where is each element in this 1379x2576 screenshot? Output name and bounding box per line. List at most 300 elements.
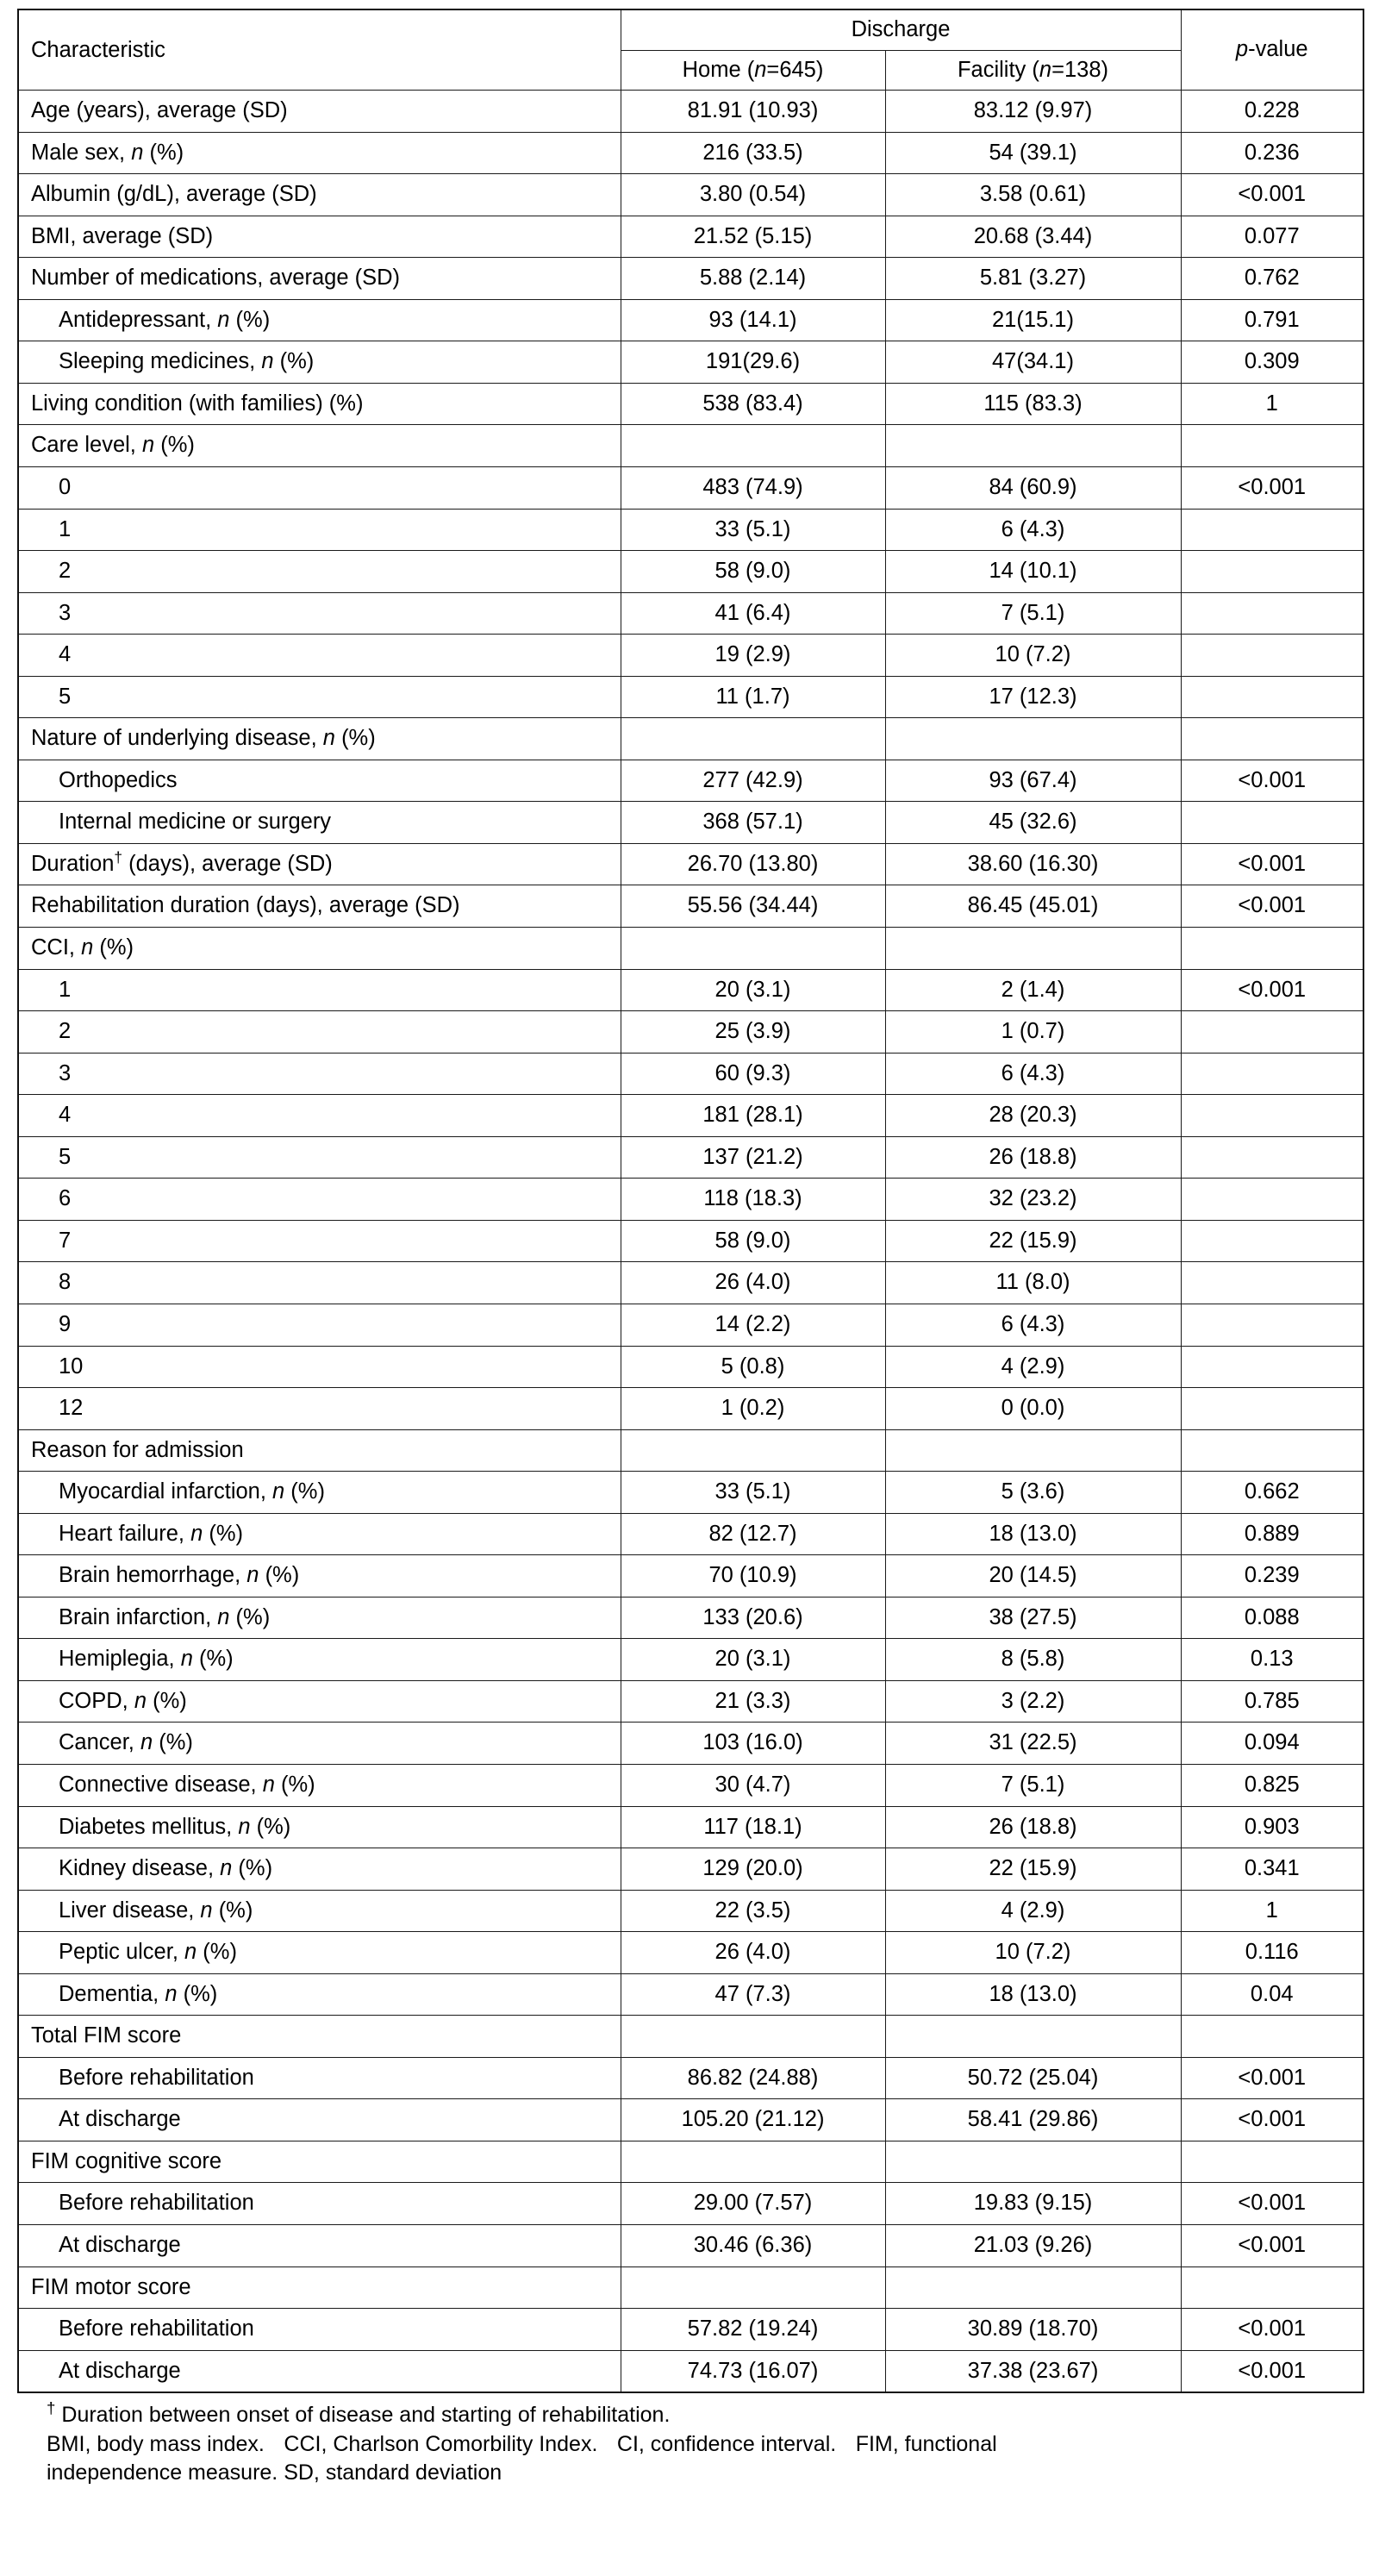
row-value-home: 70 (10.9) <box>708 1563 797 1588</box>
row-label: 3 <box>59 600 72 625</box>
home-text: Home ( <box>682 57 755 82</box>
row-value-pvalue-cell <box>1181 1011 1363 1054</box>
row-value-home: 47 (7.3) <box>714 1981 791 2006</box>
row-value-home-cell <box>621 2267 885 2309</box>
table-row <box>18 341 1363 384</box>
row-value-facility <box>886 2279 1181 2296</box>
row-value-pvalue-cell <box>1181 1890 1363 1932</box>
row-value-home: 26.70 (13.80) <box>687 851 819 876</box>
row-value-facility-cell <box>885 2183 1181 2225</box>
footnote-line-3: independence measure. SD, standard deviation <box>47 2460 502 2485</box>
row-value-home: 93 (14.1) <box>708 307 797 332</box>
row-value-facility-cell <box>885 2224 1181 2267</box>
table-row <box>18 2183 1363 2225</box>
row-label-cell <box>18 676 621 718</box>
row-value-facility-cell <box>885 383 1181 425</box>
row-label <box>19 1639 621 1680</box>
row-label-cell <box>18 885 621 928</box>
row-label-cell <box>18 592 621 635</box>
table-row <box>18 1513 1363 1555</box>
row-value-pvalue: 0.889 <box>1244 1521 1300 1546</box>
row-value-home: 105.20 (21.12) <box>681 2107 825 2132</box>
row-value-pvalue-cell <box>1181 1179 1363 1221</box>
row-value-facility: 1 (0.7) <box>1001 1019 1065 1044</box>
row-value-facility: 37.38 (23.67) <box>967 2358 1099 2383</box>
row-value-facility: 18 (13.0) <box>989 1521 1077 1546</box>
row-value-facility: 11 (8.0) <box>995 1270 1070 1295</box>
row-value-home-cell <box>621 1932 885 1974</box>
row-label-suffix: (%) <box>203 1521 243 1546</box>
row-label-text: Kidney disease, <box>59 1856 221 1881</box>
row-value-home-cell <box>621 2057 885 2099</box>
row-value-pvalue <box>1182 1191 1363 1208</box>
row-value-home: 58 (9.0) <box>714 1228 791 1253</box>
row-value-facility-cell <box>885 91 1181 133</box>
row-label: Number of medications, average (SD) <box>31 266 401 291</box>
row-value-pvalue: 0.791 <box>1244 307 1300 332</box>
row-value-home-cell <box>621 1513 885 1555</box>
row-value-facility <box>886 1442 1181 1459</box>
row-value-home <box>621 940 885 956</box>
row-value-pvalue: 0.228 <box>1244 98 1300 123</box>
row-value-pvalue-cell <box>1181 2099 1363 2141</box>
row-value-facility-cell <box>885 467 1181 510</box>
row-value-pvalue-cell <box>1181 2224 1363 2267</box>
row-value-pvalue: 0.04 <box>1250 1981 1294 2006</box>
footnote-ci: CI, confidence interval. <box>616 2431 837 2456</box>
row-value-pvalue-cell <box>1181 2350 1363 2392</box>
row-label-cell <box>18 1429 621 1472</box>
row-label: 3 <box>59 1060 72 1085</box>
row-label <box>19 1681 621 1723</box>
row-value-home: 538 (83.4) <box>702 391 803 416</box>
table-row <box>18 635 1363 677</box>
row-value-home: 74.73 (16.07) <box>687 2358 819 2383</box>
row-label-cell <box>18 1890 621 1932</box>
row-value-facility-cell <box>885 1262 1181 1304</box>
row-value-home: 21.52 (5.15) <box>693 223 813 248</box>
row-label: 10 <box>59 1354 84 1379</box>
table-row <box>18 928 1363 970</box>
row-value-home: 82 (12.7) <box>708 1521 797 1546</box>
row-value-home-cell <box>621 592 885 635</box>
row-value-pvalue: 0.762 <box>1244 266 1300 291</box>
row-value-pvalue-cell <box>1181 216 1363 258</box>
row-value-pvalue-cell <box>1181 383 1363 425</box>
row-label-cell <box>18 1262 621 1304</box>
row-label <box>19 1932 621 1973</box>
row-value-facility-cell <box>885 928 1181 970</box>
table-row <box>18 592 1363 635</box>
row-value-home-cell <box>621 2099 885 2141</box>
row-label: FIM motor score <box>31 2274 191 2299</box>
row-value-pvalue: <0.001 <box>1238 767 1307 792</box>
baseline-characteristics-table <box>17 9 1364 2393</box>
table-row <box>18 216 1363 258</box>
row-value-pvalue-cell <box>1181 509 1363 551</box>
row-label-cell <box>18 2141 621 2183</box>
row-label-cell <box>18 383 621 425</box>
row-value-facility: 84 (60.9) <box>989 475 1077 500</box>
row-label: Before rehabilitation <box>59 2065 254 2090</box>
row-value-facility-cell <box>885 1932 1181 1974</box>
row-label-text: Connective disease, <box>59 1772 263 1797</box>
dagger-superscript: † <box>114 848 123 866</box>
row-value-home: 103 (16.0) <box>702 1730 803 1755</box>
table-row <box>18 1346 1363 1388</box>
row-label: 8 <box>59 1270 72 1295</box>
row-value-facility <box>886 940 1181 956</box>
row-value-home-cell <box>621 1555 885 1597</box>
table-row <box>18 1848 1363 1891</box>
row-value-home: 1 (0.2) <box>721 1396 785 1421</box>
row-value-home-cell <box>621 1848 885 1891</box>
row-value-facility: 31 (22.5) <box>989 1730 1077 1755</box>
facility-count: =138) <box>1051 57 1109 82</box>
row-value-facility-cell <box>885 676 1181 718</box>
row-label-italic-n: n <box>238 1814 251 1839</box>
row-label-cell <box>18 258 621 300</box>
row-value-home: 33 (5.1) <box>714 516 791 541</box>
row-label <box>19 844 621 885</box>
row-value-home-cell <box>621 2141 885 2183</box>
row-value-facility-cell <box>885 1472 1181 1514</box>
row-value-home-cell <box>621 1346 885 1388</box>
row-label <box>19 1891 621 1932</box>
row-label-cell <box>18 1472 621 1514</box>
row-label-italic-n: n <box>322 726 335 751</box>
pvalue-rest: -value <box>1248 37 1308 62</box>
row-label <box>19 1514 621 1555</box>
row-label: 0 <box>59 475 72 500</box>
row-label-text: Heart failure, <box>59 1521 191 1546</box>
table-row <box>18 509 1363 551</box>
row-label-text: Brain infarction, <box>59 1604 218 1629</box>
table-row <box>18 2057 1363 2099</box>
row-value-facility-cell <box>885 1304 1181 1346</box>
row-value-home-cell <box>621 1262 885 1304</box>
row-label: Internal medicine or surgery <box>59 810 332 835</box>
row-value-pvalue <box>1182 1359 1363 1375</box>
row-label-cell <box>18 843 621 885</box>
facility-text: Facility ( <box>957 57 1039 82</box>
table-row <box>18 551 1363 593</box>
row-value-pvalue-cell <box>1181 885 1363 928</box>
row-label-suffix: (%) <box>259 1563 300 1588</box>
row-label-text: Liver disease, <box>59 1898 201 1923</box>
row-label-italic-n: n <box>217 1604 230 1629</box>
footnote-duration-note: Duration between onset of disease and starting of rehabilitation. <box>55 2403 671 2428</box>
row-label-cell <box>18 2224 621 2267</box>
row-value-pvalue-cell <box>1181 1136 1363 1179</box>
row-label-cell <box>18 2099 621 2141</box>
row-value-pvalue: 0.662 <box>1244 1479 1300 1504</box>
row-value-pvalue-cell <box>1181 1262 1363 1304</box>
row-value-home: 33 (5.1) <box>714 1479 791 1504</box>
row-value-pvalue <box>1182 563 1363 579</box>
row-label-text: Nature of underlying disease, <box>31 726 323 751</box>
row-value-home-cell <box>621 676 885 718</box>
table-row <box>18 1053 1363 1095</box>
row-label-suffix: (%) <box>232 1856 273 1881</box>
table-row <box>18 760 1363 802</box>
row-value-home-cell <box>621 467 885 510</box>
table-row <box>18 1973 1363 2016</box>
row-value-pvalue: <0.001 <box>1238 893 1307 918</box>
footnote-bmi: BMI, body mass index. <box>47 2431 265 2456</box>
row-label: 1 <box>59 516 72 541</box>
table-row <box>18 299 1363 341</box>
row-value-facility: 18 (13.0) <box>989 1981 1077 2006</box>
row-value-pvalue: <0.001 <box>1238 475 1307 500</box>
row-value-facility: 26 (18.8) <box>989 1814 1077 1839</box>
row-label <box>19 928 621 969</box>
row-value-home-cell <box>621 174 885 216</box>
row-label: At discharge <box>59 2107 181 2132</box>
row-label-suffix: (%) <box>177 1981 218 2006</box>
row-label-italic-n: n <box>246 1563 259 1588</box>
row-label-italic-n: n <box>140 1730 153 1755</box>
table-row <box>18 1680 1363 1723</box>
table-row <box>18 718 1363 760</box>
row-label-italic-n: n <box>190 1521 203 1546</box>
row-label-text: Myocardial infarction, <box>59 1479 273 1504</box>
row-label: 9 <box>59 1311 72 1336</box>
row-label-text: Brain hemorrhage, <box>59 1563 247 1588</box>
row-label-cell <box>18 299 621 341</box>
home-count: =645) <box>766 57 824 82</box>
row-value-facility-cell <box>885 216 1181 258</box>
table-row <box>18 258 1363 300</box>
row-value-pvalue-cell <box>1181 802 1363 844</box>
row-value-pvalue-cell <box>1181 718 1363 760</box>
row-label-text: Male sex, <box>31 140 132 165</box>
row-label-cell <box>18 1723 621 1765</box>
row-label: Rehabilitation duration (days), average (SD) <box>31 893 460 918</box>
row-label-cell <box>18 2350 621 2392</box>
row-value-pvalue-cell <box>1181 91 1363 133</box>
row-label-cell <box>18 802 621 844</box>
row-value-home: 216 (33.5) <box>702 140 803 165</box>
row-value-home: 5.88 (2.14) <box>699 266 807 291</box>
row-value-home: 137 (21.2) <box>702 1144 803 1169</box>
row-value-pvalue-cell <box>1181 1429 1363 1472</box>
row-label-italic-n: n <box>131 140 144 165</box>
row-value-pvalue: 0.903 <box>1244 1814 1300 1839</box>
row-value-pvalue <box>1182 1233 1363 1249</box>
row-value-pvalue <box>1182 522 1363 538</box>
row-value-home-cell <box>621 928 885 970</box>
row-value-home-cell <box>621 2016 885 2058</box>
row-value-facility-cell <box>885 341 1181 384</box>
row-label <box>19 1597 621 1639</box>
row-value-facility-cell <box>885 592 1181 635</box>
row-value-home-cell <box>621 1472 885 1514</box>
row-label-suffix: (%) <box>143 140 184 165</box>
row-value-home-cell <box>621 2224 885 2267</box>
table-row <box>18 676 1363 718</box>
row-value-home <box>621 731 885 747</box>
row-value-pvalue <box>1182 689 1363 705</box>
table-row <box>18 1136 1363 1179</box>
row-value-facility-cell <box>885 2141 1181 2183</box>
row-value-pvalue-cell <box>1181 258 1363 300</box>
table-row <box>18 843 1363 885</box>
row-label-suffix: (days), average (SD) <box>122 851 333 876</box>
row-label-italic-n: n <box>184 1940 197 1965</box>
row-label <box>19 133 621 174</box>
row-value-facility: 2 (1.4) <box>1001 977 1065 1002</box>
row-value-pvalue: <0.001 <box>1238 2107 1307 2132</box>
row-value-facility: 5 (3.6) <box>1001 1479 1065 1504</box>
row-label-cell <box>18 1680 621 1723</box>
row-value-pvalue: 0.825 <box>1244 1772 1300 1797</box>
row-value-home <box>621 2029 885 2045</box>
row-label-cell <box>18 1011 621 1054</box>
row-value-pvalue-cell <box>1181 1848 1363 1891</box>
row-value-home: 22 (3.5) <box>714 1898 791 1923</box>
row-label <box>19 300 621 341</box>
row-label-cell <box>18 1555 621 1597</box>
table-row <box>18 174 1363 216</box>
row-value-facility-cell <box>885 635 1181 677</box>
row-value-pvalue: 0.239 <box>1244 1563 1300 1588</box>
row-label: 4 <box>59 642 72 667</box>
row-label-italic-n: n <box>220 1856 233 1881</box>
row-value-home-cell <box>621 91 885 133</box>
row-label: 5 <box>59 1144 72 1169</box>
row-value-home-cell <box>621 1723 885 1765</box>
row-value-home-cell <box>621 1429 885 1472</box>
row-value-home: 30 (4.7) <box>714 1772 791 1797</box>
row-label: Total FIM score <box>31 2023 182 2048</box>
row-value-pvalue-cell <box>1181 2267 1363 2309</box>
row-value-pvalue-cell <box>1181 1806 1363 1848</box>
row-label-cell <box>18 1848 621 1891</box>
row-label-cell <box>18 1179 621 1221</box>
row-value-home: 58 (9.0) <box>714 559 791 584</box>
row-value-home-cell <box>621 216 885 258</box>
row-label-suffix: (%) <box>250 1814 291 1839</box>
row-value-facility-cell <box>885 1053 1181 1095</box>
row-label-cell <box>18 1932 621 1974</box>
row-value-facility-cell <box>885 425 1181 467</box>
row-value-pvalue <box>1182 1316 1363 1333</box>
row-value-home-cell <box>621 1136 885 1179</box>
row-value-pvalue <box>1182 731 1363 747</box>
row-value-facility: 4 (2.9) <box>1001 1354 1065 1379</box>
row-value-home-cell <box>621 132 885 174</box>
row-label-suffix: (%) <box>334 726 376 751</box>
row-value-facility: 21(15.1) <box>992 307 1074 332</box>
table-row <box>18 1597 1363 1639</box>
row-label: At discharge <box>59 2232 181 2257</box>
row-value-pvalue-cell <box>1181 2016 1363 2058</box>
row-label-cell <box>18 1053 621 1095</box>
row-value-home: 55.56 (34.44) <box>687 893 819 918</box>
row-value-facility: 50.72 (25.04) <box>967 2065 1099 2090</box>
row-label <box>19 425 621 466</box>
row-value-pvalue-cell <box>1181 1764 1363 1806</box>
row-label-italic-n: n <box>141 433 155 458</box>
row-value-pvalue <box>1182 1400 1363 1416</box>
row-value-pvalue-cell <box>1181 1304 1363 1346</box>
row-value-facility: 3 (2.2) <box>1001 1688 1065 1713</box>
row-value-home: 86.82 (24.88) <box>687 2065 819 2090</box>
row-label-suffix: (%) <box>273 349 315 374</box>
row-label-italic-n: n <box>81 935 94 960</box>
row-label-text: Cancer, <box>59 1730 140 1755</box>
table-row <box>18 2350 1363 2392</box>
table-row <box>18 383 1363 425</box>
row-value-pvalue: 0.116 <box>1245 1940 1299 1965</box>
row-value-pvalue-cell <box>1181 1513 1363 1555</box>
table-row <box>18 1429 1363 1472</box>
row-label-suffix: (%) <box>197 1940 237 1965</box>
row-value-pvalue-cell <box>1181 1472 1363 1514</box>
row-value-pvalue-cell <box>1181 1639 1363 1681</box>
row-value-facility: 32 (23.2) <box>989 1186 1077 1211</box>
table-body <box>18 91 1363 2393</box>
row-value-home: 133 (20.6) <box>702 1604 803 1629</box>
row-value-pvalue-cell <box>1181 551 1363 593</box>
row-value-pvalue-cell <box>1181 1053 1363 1095</box>
row-label-suffix: (%) <box>229 1604 271 1629</box>
row-value-facility-cell <box>885 509 1181 551</box>
table-row <box>18 1472 1363 1514</box>
row-label-cell <box>18 2057 621 2099</box>
row-label-italic-n: n <box>217 307 230 332</box>
row-value-pvalue: 0.088 <box>1244 1604 1300 1629</box>
row-value-facility: 6 (4.3) <box>1001 1311 1065 1336</box>
row-value-facility: 45 (32.6) <box>989 810 1077 835</box>
column-header-home <box>621 50 885 91</box>
header-row-group <box>18 9 1363 50</box>
row-value-facility-cell <box>885 1597 1181 1639</box>
row-value-facility-cell <box>885 1513 1181 1555</box>
table-row <box>18 2099 1363 2141</box>
row-label-cell <box>18 425 621 467</box>
row-value-pvalue <box>1182 1107 1363 1123</box>
table-row <box>18 885 1363 928</box>
row-value-home <box>621 2154 885 2170</box>
row-value-home: 483 (74.9) <box>702 475 803 500</box>
row-label <box>19 1555 621 1597</box>
row-value-pvalue <box>1182 1149 1363 1166</box>
row-value-facility-cell <box>885 1346 1181 1388</box>
row-value-pvalue-cell <box>1181 1597 1363 1639</box>
row-value-pvalue-cell <box>1181 2141 1363 2183</box>
row-value-home: 19 (2.9) <box>714 642 791 667</box>
table-row <box>18 1388 1363 1430</box>
row-value-pvalue <box>1182 647 1363 663</box>
row-label-cell <box>18 509 621 551</box>
row-value-pvalue-cell <box>1181 132 1363 174</box>
row-label <box>19 718 621 760</box>
row-value-facility-cell <box>885 1639 1181 1681</box>
row-label-cell <box>18 174 621 216</box>
row-value-home: 25 (3.9) <box>714 1019 791 1044</box>
row-value-pvalue-cell <box>1181 676 1363 718</box>
row-value-facility-cell <box>885 969 1181 1011</box>
column-header-discharge-label: Discharge <box>851 17 951 41</box>
row-label-text: Sleeping medicines, <box>59 349 262 374</box>
row-value-home: 368 (57.1) <box>702 810 803 835</box>
row-label: 1 <box>59 977 72 1002</box>
row-label <box>19 341 621 383</box>
table-row <box>18 1011 1363 1054</box>
row-label: 6 <box>59 1186 72 1211</box>
